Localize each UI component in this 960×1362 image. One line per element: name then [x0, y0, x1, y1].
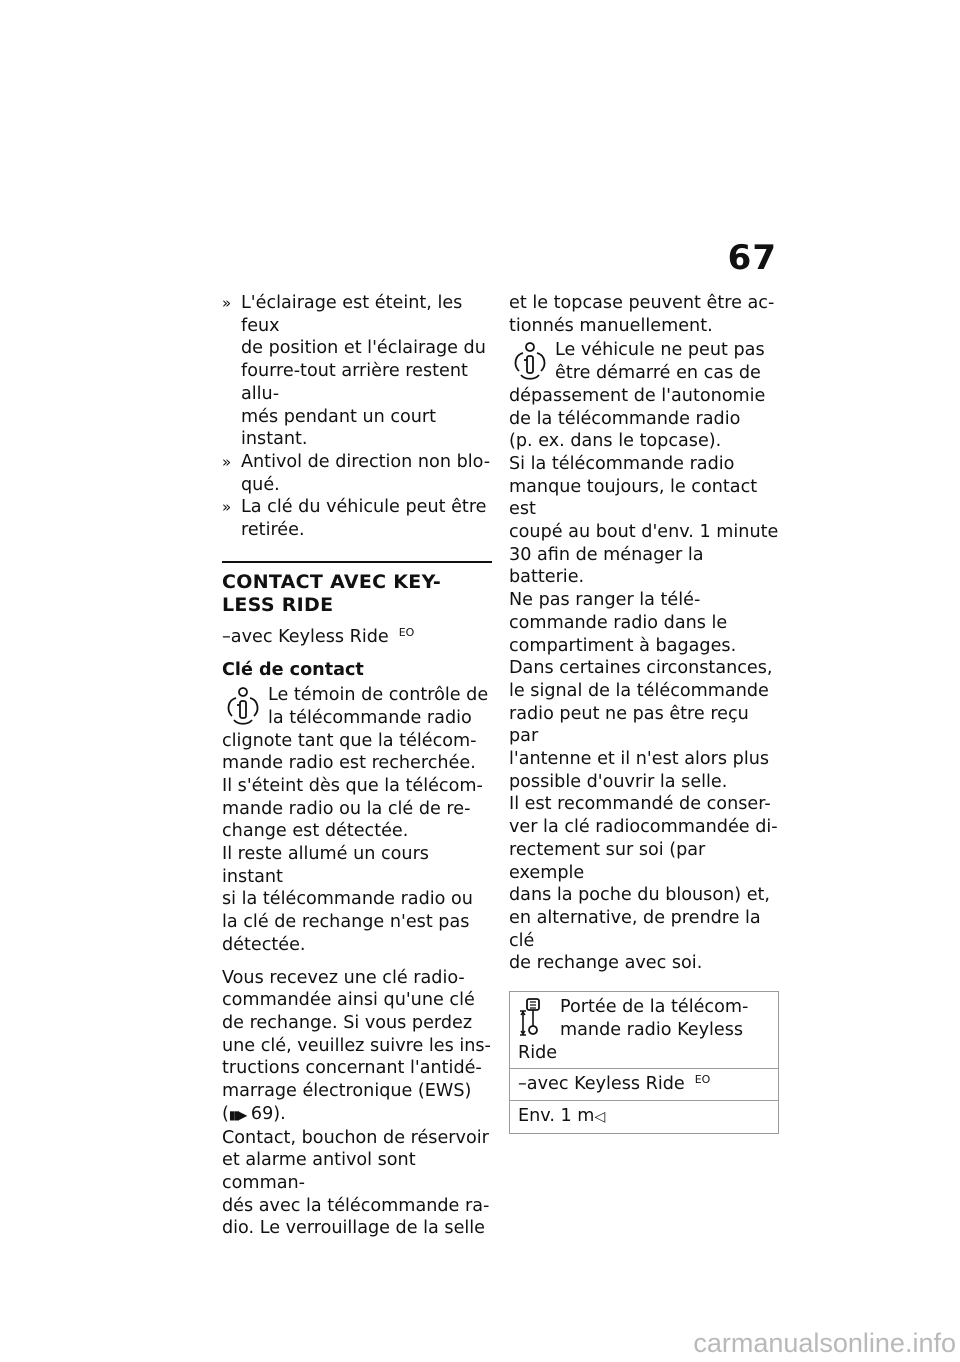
note-first-lines	[268, 684, 492, 729]
section-title-line: LESS RIDE	[222, 593, 334, 616]
variant-text: –avec Keyless Ride	[518, 1074, 685, 1095]
note-line: ver la clé radiocommandée di-	[509, 817, 778, 838]
note-line: radio peut ne pas être reçu par	[509, 703, 749, 747]
note-line: Le véhicule ne peut pas	[555, 340, 765, 361]
spec-title-cell	[510, 992, 779, 1069]
note-line: rectement sur soi (par exemple	[509, 839, 706, 883]
paragraph-line: commandée ainsi qu'une clé	[222, 990, 475, 1011]
variant-text: –avec Keyless Ride	[222, 626, 389, 647]
note-header	[509, 339, 781, 384]
note-line: si la télécommande radio ou	[222, 889, 473, 910]
note-line: la clé de rechange n'est pas	[222, 912, 470, 933]
paragraph-line: une clé, veuillez suivre les ins-	[222, 1035, 491, 1056]
spec-title-line: Ride	[518, 1042, 558, 1063]
note-line: (p. ex. dans le topcase).	[509, 431, 722, 452]
bullet-list	[222, 292, 492, 542]
spec-title-lines	[560, 996, 748, 1041]
info-icon	[222, 684, 262, 726]
note-line: change est détectée.	[222, 821, 409, 842]
right-column	[509, 292, 781, 1134]
note-line: Ne pas ranger la télé-	[509, 590, 701, 611]
bullet-item	[222, 292, 492, 451]
spec-value-cell	[510, 1100, 779, 1133]
paragraph-line: et le topcase peuvent être ac-	[509, 293, 775, 313]
spec-title-line: mande radio Keyless	[560, 1019, 744, 1040]
note-line: dépassement de l'autonomie	[509, 385, 766, 406]
bullet-line: L'éclairage est éteint, les feux	[241, 293, 463, 336]
subheading-contact-key: Clé de contact	[222, 660, 364, 681]
section-title-line: CONTACT AVEC KEY-	[222, 570, 442, 593]
note-line: Il est recommandé de conser-	[509, 794, 771, 815]
spec-variant-cell	[510, 1069, 779, 1101]
note-line: compartiment à bagages.	[509, 635, 737, 656]
left-column	[222, 292, 492, 1240]
paragraph-line: de rechange. Si vous perdez	[222, 1012, 473, 1033]
paragraph-line: dio. Le verrouillage de la selle	[222, 1218, 485, 1239]
paragraph-spare-key: Vous recevez une clé radio- commandée ainsi qu'une clé de rechange. Si vous perdez une clé, veuillez suivre les ins- tructions concernant l'antidé- marrage électronique (EWS) (▮▮▶ 69).	[222, 967, 491, 1124]
note-line: 30 afin de ménager la batterie.	[509, 544, 704, 588]
info-icon	[509, 339, 549, 381]
paragraph-line: dés avec la télécommande ra-	[222, 1195, 490, 1216]
note-header	[222, 684, 492, 729]
bullet-line: més pendant un court instant.	[241, 406, 437, 450]
bullet-item	[222, 451, 492, 496]
note-line: Le témoin de contrôle de	[268, 685, 489, 706]
note-line: commande radio dans le	[509, 612, 728, 633]
note-line: détectée.	[222, 934, 306, 955]
variant-label	[222, 626, 492, 649]
section-rule	[222, 561, 492, 563]
variant-code: EO	[694, 1073, 711, 1087]
note-line: mande radio est recherchée.	[222, 753, 476, 774]
paragraph-line: Contact, bouchon de réservoir	[222, 1127, 489, 1148]
note-first-lines	[555, 339, 781, 384]
bullet-line: de position et l'éclairage du	[241, 338, 486, 359]
note-line: de rechange avec soi.	[509, 953, 703, 974]
end-triangle-icon: ◁	[594, 1108, 606, 1125]
bullet-mark: »	[222, 498, 232, 517]
spec-title-line: Portée de la télécom-	[560, 997, 749, 1018]
spacer	[222, 957, 492, 967]
note-line: de la télécommande radio	[509, 408, 741, 429]
section-title	[222, 571, 492, 617]
note-line: clignote tant que la télécom-	[222, 730, 477, 751]
note-line: Il reste allumé un cours instant	[222, 844, 429, 887]
note-line: dans la poche du blouson) et,	[509, 885, 771, 906]
spec-table-row	[510, 1100, 779, 1133]
paragraph-intro	[509, 292, 781, 337]
spec-title-head	[518, 996, 770, 1041]
note-line: coupé au bout d'env. 1 minute	[509, 522, 779, 543]
bullet-mark: »	[222, 452, 232, 471]
info-note	[509, 339, 781, 975]
page-reference-link[interactable]: 69).	[250, 1103, 286, 1124]
spec-table-row	[510, 992, 779, 1069]
bullet-line: retirée.	[241, 520, 305, 541]
note-line: le signal de la télécommande	[509, 680, 769, 701]
note-line: Il s'éteint dès que la télécom-	[222, 775, 483, 796]
bullet-item	[222, 496, 492, 541]
note-body	[509, 385, 781, 975]
spec-value: Env. 1 m	[518, 1105, 595, 1126]
info-note	[222, 684, 492, 956]
note-line: l'antenne et il n'est alors plus	[509, 749, 770, 770]
range-icon	[518, 996, 556, 1038]
paragraph-line: Vous recevez une clé radio-	[222, 967, 465, 988]
bullet-line: La clé du véhicule peut être	[241, 497, 487, 518]
spec-table-range	[509, 991, 779, 1134]
bullet-mark: »	[222, 294, 232, 312]
note-line: en alternative, de prendre la clé	[509, 907, 761, 951]
bullet-line: fourre-tout arrière restent allu-	[241, 361, 468, 404]
paragraph-line: et alarme antivol sont comman-	[222, 1150, 416, 1193]
variant-code: EO	[398, 625, 415, 639]
paragraph-line: tructions concernant l'antidé-	[222, 1058, 482, 1079]
page-number: 67	[727, 238, 777, 278]
note-line: la télécommande radio	[268, 707, 472, 728]
paragraph-line: tionnés manuellement.	[509, 315, 713, 336]
note-line: Si la télécommande radio	[509, 453, 735, 474]
note-line: possible d'ouvrir la selle.	[509, 771, 728, 792]
spec-table-row	[510, 1069, 779, 1101]
note-line: mande radio ou la clé de re-	[222, 798, 471, 819]
bullet-line: Antivol de direction non blo-	[241, 451, 491, 472]
page-reference-arrow-icon[interactable]: ▮▮▶	[228, 1107, 246, 1122]
note-body	[222, 730, 492, 957]
paragraph-ignition	[222, 1127, 492, 1241]
note-line: Dans certaines circonstances,	[509, 658, 773, 679]
note-line: manque toujours, le contact est	[509, 476, 758, 520]
paragraph-line: marrage électronique (EWS)	[222, 1081, 472, 1102]
watermark: carmanualsonline.info	[693, 1328, 956, 1358]
bullet-line: qué.	[241, 474, 280, 495]
note-line: être démarré en cas de	[555, 363, 761, 384]
